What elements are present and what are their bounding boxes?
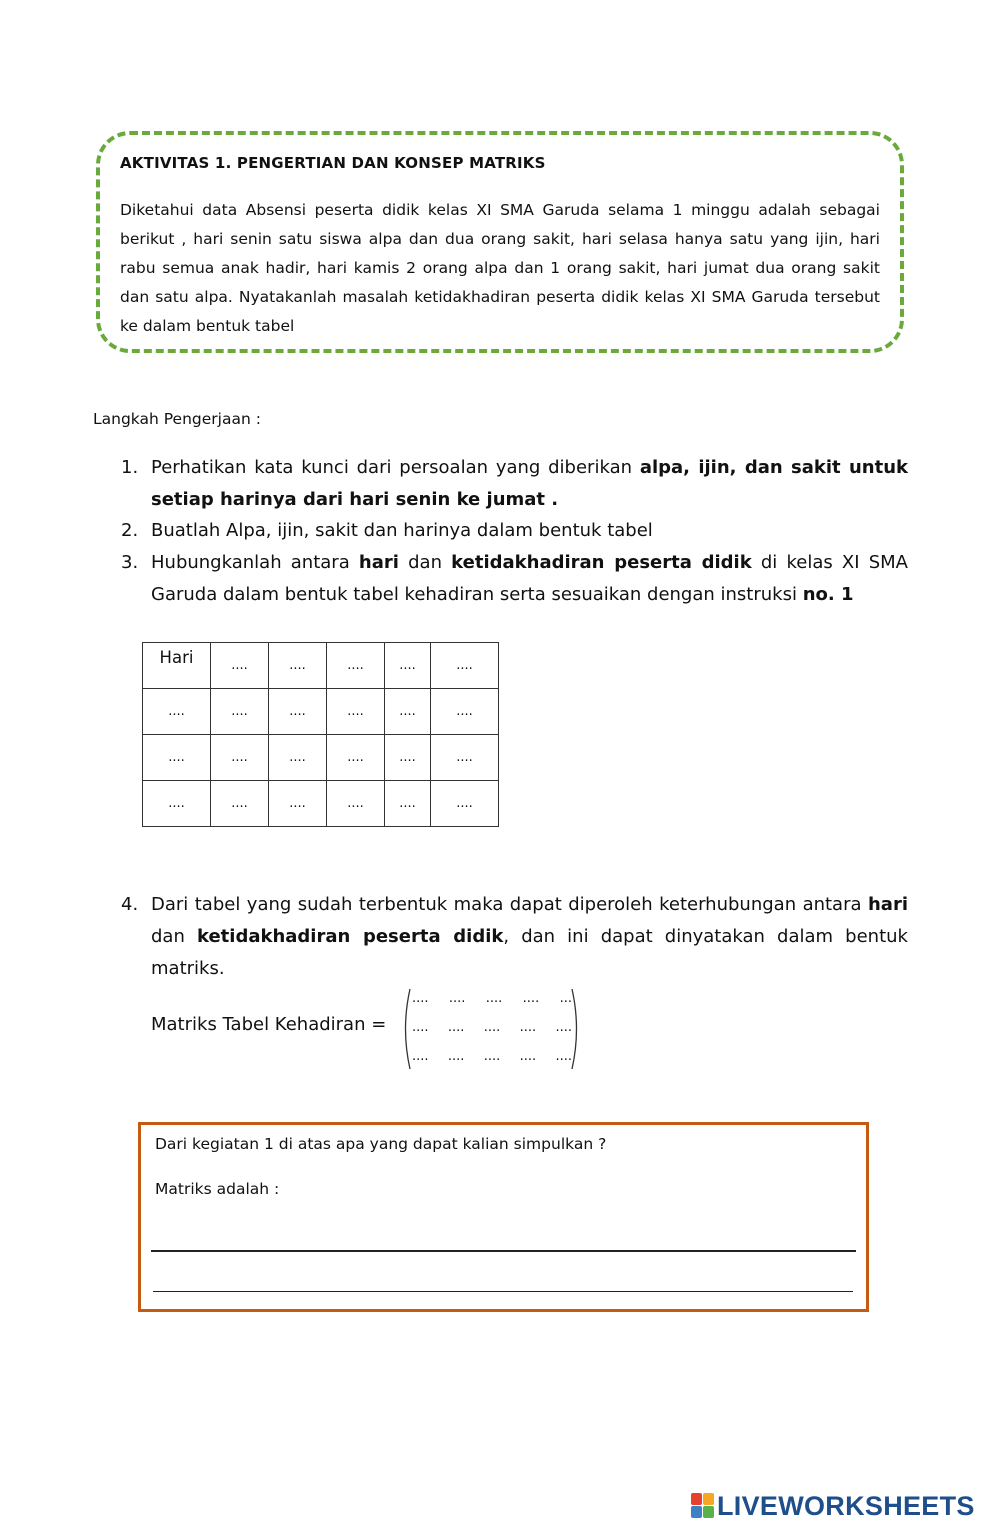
activity-description: Diketahui data Absensi peserta didik kelas XI SMA Garuda selama 1 minggu adalah sebagai berikut , hari senin satu siswa alpa dan dua orang sakit, hari selasa hanya satu yang ijin, hari rabu semua anak hadir, hari kamis 2 orang alpa dan 1 orang sakit, hari jumat dua orang sakit dan satu alpa. Nyatakanlah masalah ketidakhadiran peserta didik kelas XI SMA Garuda tersebut ke dalam bentuk tabel (120, 201, 880, 335)
answer-line[interactable] (151, 1250, 856, 1252)
table-row (143, 689, 499, 735)
absence-table (142, 642, 499, 827)
matrix-entry[interactable]: ... (559, 991, 572, 1006)
step-text: Perhatikan kata kunci dari persoalan yang diberikan alpa, ijin, dan sakit untuk setiap harinya dari hari senin ke jumat . (151, 457, 908, 510)
matrix-entry[interactable]: .... (555, 1049, 572, 1064)
matrix-entry[interactable]: .... (447, 1020, 465, 1035)
matrix-entry[interactable]: .... (483, 1049, 501, 1064)
table-cell[interactable]: .... (269, 689, 327, 735)
table-cell[interactable]: .... (431, 781, 499, 827)
matrix-row (412, 1020, 572, 1035)
table-row (143, 781, 499, 827)
step-number: 1. (121, 457, 139, 478)
matrix-entry[interactable]: .... (412, 1049, 429, 1064)
matrix-entry[interactable]: .... (412, 991, 429, 1006)
activity-title: AKTIVITAS 1. PENGERTIAN DAN KONSEP MATRIKS (120, 154, 546, 172)
conclusion-question: Dari kegiatan 1 di atas apa yang dapat kalian simpulkan ? (155, 1135, 607, 1153)
matrix-entry[interactable]: .... (447, 1049, 465, 1064)
table-cell[interactable]: .... (385, 643, 431, 689)
step-number: 4. (121, 894, 139, 915)
matrix-entry[interactable]: .... (412, 1020, 429, 1035)
table-cell[interactable]: .... (327, 781, 385, 827)
table-cell[interactable]: .... (385, 735, 431, 781)
table-cell[interactable]: .... (431, 643, 499, 689)
table-cell[interactable]: .... (385, 689, 431, 735)
table-cell[interactable]: .... (143, 735, 211, 781)
table-cell[interactable]: .... (269, 643, 327, 689)
table-cell[interactable]: .... (327, 735, 385, 781)
steps-heading: Langkah Pengerjaan : (93, 410, 261, 428)
table-cell[interactable]: .... (143, 689, 211, 735)
table-cell[interactable]: .... (385, 781, 431, 827)
matrix-row (412, 991, 572, 1006)
table-cell[interactable]: .... (431, 735, 499, 781)
matrix-entry[interactable]: .... (522, 991, 540, 1006)
table-cell[interactable]: .... (143, 781, 211, 827)
table-cell[interactable]: .... (211, 643, 269, 689)
table-cell[interactable]: .... (211, 689, 269, 735)
table-cell[interactable]: .... (431, 689, 499, 735)
table-cell[interactable]: .... (327, 689, 385, 735)
table-row (143, 735, 499, 781)
matrix-entry[interactable]: .... (519, 1049, 537, 1064)
table-cell[interactable]: .... (269, 781, 327, 827)
step-number: 2. (121, 520, 139, 541)
matrix-entry[interactable]: .... (485, 991, 503, 1006)
matrix-label: Matriks Tabel Kehadiran = (151, 1014, 387, 1035)
matrix-entry[interactable]: .... (555, 1020, 572, 1035)
answer-line[interactable] (153, 1291, 853, 1292)
logo-blocks-icon (691, 1493, 715, 1519)
table-cell[interactable]: .... (211, 781, 269, 827)
step-text: Dari tabel yang sudah terbentuk maka dapat diperoleh keterhubungan antara hari dan ketidakhadiran peserta didik, dan ini dapat dinyatakan dalam bentuk matriks. (151, 894, 908, 979)
matrix (400, 987, 582, 1071)
table-row (143, 643, 499, 689)
table-cell[interactable]: .... (269, 735, 327, 781)
liveworksheets-logo (691, 1490, 975, 1522)
table-cell[interactable]: .... (211, 735, 269, 781)
matrix-row (412, 1049, 572, 1064)
definition-label: Matriks adalah : (155, 1180, 280, 1198)
matrix-entry[interactable]: .... (448, 991, 466, 1006)
step-number: 3. (121, 552, 139, 573)
logo-text: LIVEWORKSHEETS (717, 1490, 975, 1521)
matrix-entry[interactable]: .... (483, 1020, 501, 1035)
table-cell[interactable]: .... (327, 643, 385, 689)
step-text: Hubungkanlah antara hari dan ketidakhadiran peserta didik di kelas XI SMA Garuda dalam bentuk tabel kehadiran serta sesuaikan dengan instruksi no. 1 (151, 552, 908, 605)
step-text: Buatlah Alpa, ijin, sakit dan harinya dalam bentuk tabel (151, 520, 653, 541)
matrix-entry[interactable]: .... (519, 1020, 537, 1035)
table-cell-hari[interactable]: Hari (143, 643, 211, 689)
